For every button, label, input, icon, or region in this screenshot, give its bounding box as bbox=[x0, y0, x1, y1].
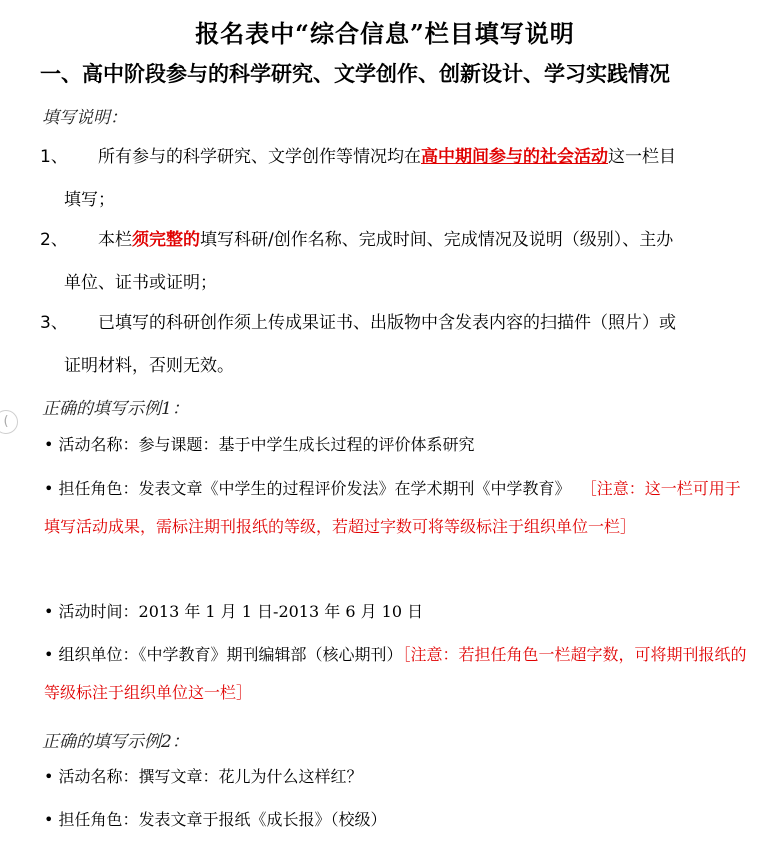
item-continuation: 证明材料，否则无效。 bbox=[64, 356, 234, 376]
example1-activity: • 活动名称：参与课题：基于中学生成长过程的评价体系研究 bbox=[44, 435, 475, 454]
item-text: 所有参与的科学研究、文学创作等情况均在 bbox=[98, 147, 421, 167]
item-number: 3、 bbox=[40, 313, 68, 333]
item-number: 1、 bbox=[40, 147, 68, 167]
example2-activity: • 活动名称：撰写文章：花儿为什么这样红？ bbox=[44, 767, 363, 786]
instructions-label: 填写说明： bbox=[42, 108, 127, 128]
item-text: 本栏 bbox=[98, 230, 132, 250]
section-heading: 一、高中阶段参与的科学研究、文学创作、创新设计、学习实践情况 bbox=[40, 61, 670, 86]
document-title: 报名表中“综合信息”栏目填写说明 bbox=[195, 19, 575, 48]
example2-role: • 担任角色：发表文章于报纸《成长报》（校级） bbox=[44, 810, 387, 829]
item-highlight: 须完整的 bbox=[132, 230, 200, 250]
example1-time: • 活动时间：2013 年 1 月 1 日-2013 年 6 月 10 日 bbox=[44, 602, 424, 621]
example1-role-text: • 担任角色：发表文章《中学生的过程评价发法》在学术期刊《中学教育》 bbox=[44, 479, 571, 498]
item-highlight: 高中期间参与的社会活动 bbox=[421, 147, 608, 167]
item-continuation: 单位、证书或证明； bbox=[64, 273, 217, 293]
item-text-after: 这一栏目 bbox=[608, 147, 676, 167]
item-continuation: 填写； bbox=[64, 190, 115, 210]
instruction-item-1 bbox=[40, 136, 755, 222]
example1-org bbox=[44, 636, 756, 712]
item-text: 已填写的科研创作须上传成果证书、出版物中含发表内容的扫描件（照片）或 bbox=[98, 313, 676, 333]
example1-role-note: ［注意：这一栏可用于填写活动成果，需标注期刊报纸的等级，若超过字数可将等级标注于组织单位一栏］ bbox=[44, 479, 741, 536]
example1-label: 正确的填写示例1： bbox=[42, 399, 189, 419]
side-marker-icon: ( bbox=[0, 410, 18, 434]
instruction-item-3 bbox=[40, 302, 755, 388]
example2-label: 正确的填写示例2： bbox=[42, 732, 189, 752]
item-text-after: 填写科研/创作名称、完成时间、完成情况及说明（级别）、主办 bbox=[200, 230, 674, 250]
example1-org-note: ［注意：若担任角色一栏超字数，可将期刊报纸的等级标注于组织单位这一栏］ bbox=[44, 645, 747, 702]
instruction-item-2 bbox=[40, 219, 755, 305]
example1-role bbox=[44, 470, 756, 546]
example1-org-text: • 组织单位：《中学教育》期刊编辑部（核心期刊） bbox=[44, 645, 403, 664]
item-number: 2、 bbox=[40, 230, 68, 250]
